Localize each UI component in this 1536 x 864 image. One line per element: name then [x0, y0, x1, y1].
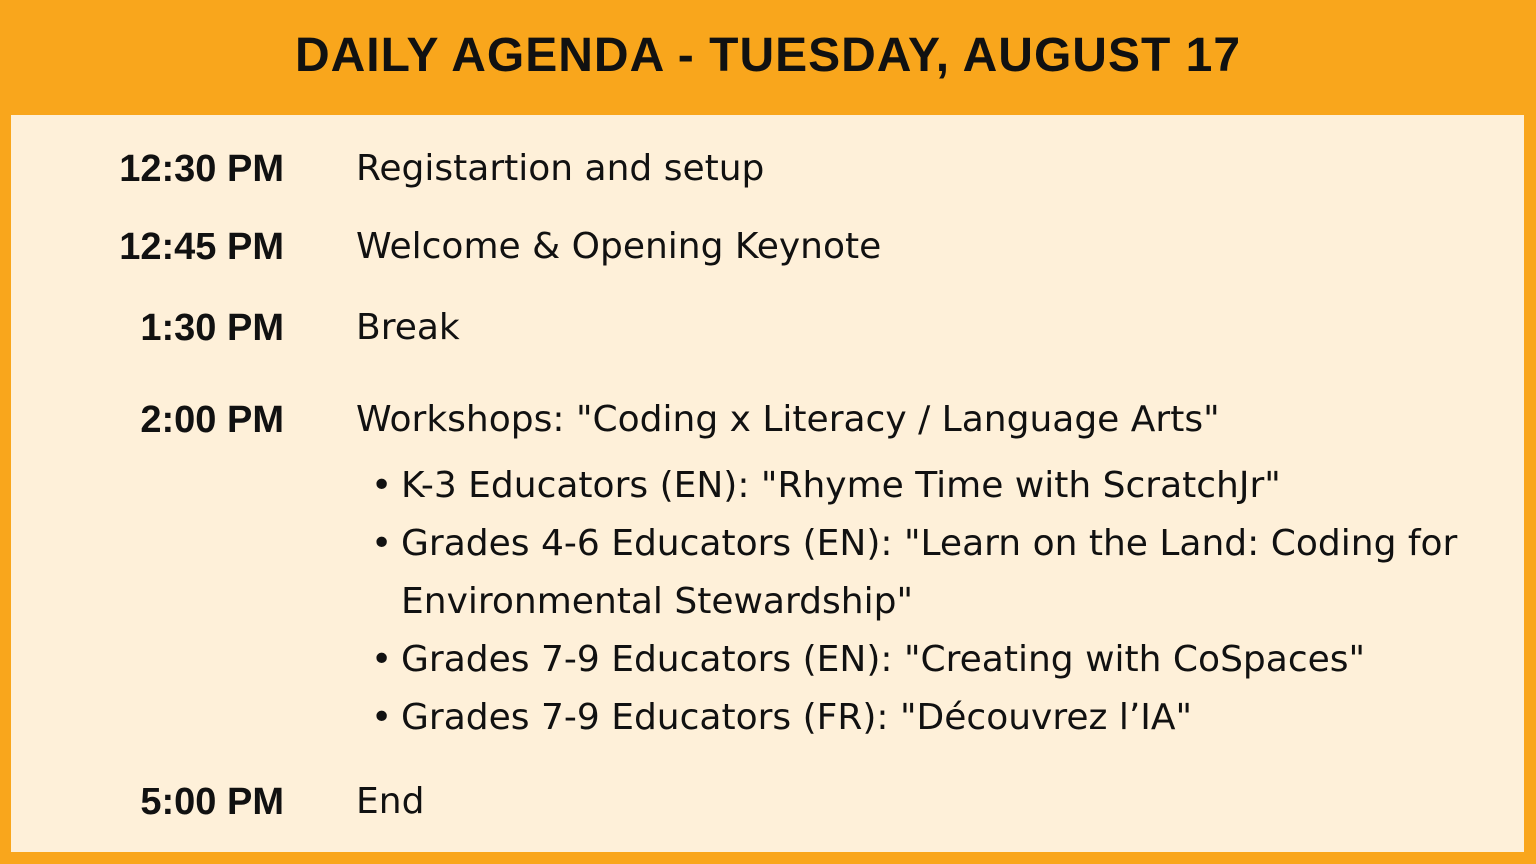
list-item [371, 631, 1491, 689]
workshop-item: Grades 7-9 Educators (FR): "Découvrez l’IA" [401, 697, 1193, 738]
agenda-event: Workshops: "Coding x Literacy / Language Arts" [356, 399, 1220, 440]
agenda-time: 2:00 PM [140, 399, 284, 441]
agenda-event: Welcome & Opening Keynote [356, 226, 882, 267]
bullet-icon: • [371, 465, 393, 506]
workshop-item: K-3 Educators (EN): "Rhyme Time with ScratchJr" [401, 465, 1281, 506]
agenda-panel [11, 115, 1524, 852]
agenda-time: 1:30 PM [140, 307, 284, 349]
list-item [371, 457, 1491, 515]
agenda-event: End [356, 781, 425, 822]
list-item [371, 689, 1491, 747]
list-item [371, 515, 1491, 631]
workshop-item: Grades 7-9 Educators (EN): "Creating with CoSpaces" [401, 639, 1366, 680]
agenda-time: 5:00 PM [140, 781, 284, 823]
agenda-time: 12:30 PM [119, 148, 284, 190]
bullet-icon: • [371, 639, 393, 680]
bullet-icon: • [371, 523, 393, 564]
bullet-icon: • [371, 697, 393, 738]
workshop-list [371, 457, 1491, 747]
workshop-item: Grades 4-6 Educators (EN): "Learn on the Land: Coding for Environmental Stewardship" [401, 523, 1458, 622]
agenda-event: Break [356, 307, 460, 348]
agenda-time: 12:45 PM [119, 226, 284, 268]
agenda-event: Registartion and setup [356, 148, 765, 189]
page-title: DAILY AGENDA - TUESDAY, AUGUST 17 [294, 29, 1242, 82]
